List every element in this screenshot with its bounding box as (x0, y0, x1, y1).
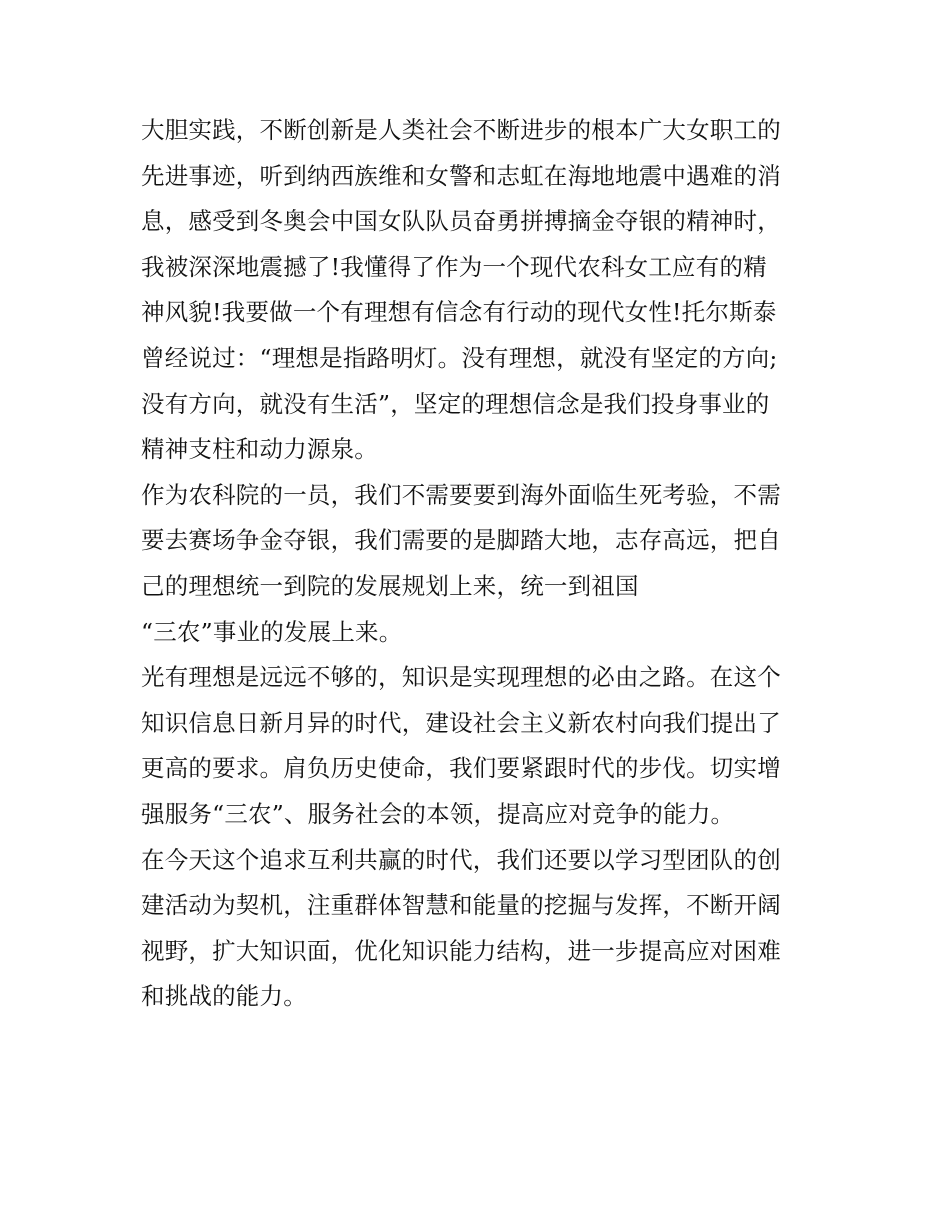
text-line: 建活动为契机，注重群体智慧和能量的挖掘与发挥，不断开阔 (141, 891, 781, 920)
text-line: 己的理想统一到院的发展规划上来，统一到祖国 (141, 571, 639, 600)
text-line: “三农”事业的发展上来。 (141, 617, 403, 646)
text-line: 光有理想是远远不够的，知识是实现理想的必由之路。在这个 (141, 663, 781, 692)
text-line: 精神支柱和动力源泉。 (141, 435, 378, 464)
text-line: 强服务“三农”、服务社会的本领，提高应对竞争的能力。 (141, 799, 735, 828)
text-line: 息，感受到冬奥会中国女队队员奋勇拼搏摘金夺银的精神时， (141, 207, 781, 236)
text-line: 神风貌!我要做一个有理想有信念有行动的现代女性!托尔斯泰 (141, 298, 777, 327)
text-line: 大胆实践，不断创新是人类社会不断进步的根本广大女职工的 (141, 116, 781, 144)
text-line: 要去赛场争金夺银，我们需要的是脚踏大地，志存高远，把自 (141, 526, 781, 555)
text-line: 更高的要求。肩负历史使命，我们要紧跟时代的步伐。切实增 (141, 754, 781, 783)
text-line: 作为农科院的一员，我们不需要要到海外面临生死考验，不需 (141, 480, 781, 509)
text-line: 曾经说过：“理想是指路明灯。没有理想，就没有坚定的方向; (141, 343, 778, 372)
text-line: 知识信息日新月异的时代，建设社会主义新农村向我们提出了 (141, 708, 781, 737)
text-line: 视野，扩大知识面，优化知识能力结构，进一步提高应对困难 (141, 936, 781, 965)
document-body (141, 108, 821, 1020)
text-line: 没有方向，就没有生活”，坚定的理想信念是我们投身事业的 (141, 389, 770, 418)
text-line: 在今天这个追求互利共赢的时代，我们还要以学习型团队的创 (141, 845, 781, 874)
text-line: 和挑战的能力。 (141, 982, 307, 1011)
text-line: 我被深深地震撼了!我懂得了作为一个现代农科女工应有的精 (141, 252, 767, 281)
text-line: 先进事迹，听到纳西族维和女警和志虹在海地地震中遇难的消 (141, 161, 781, 190)
